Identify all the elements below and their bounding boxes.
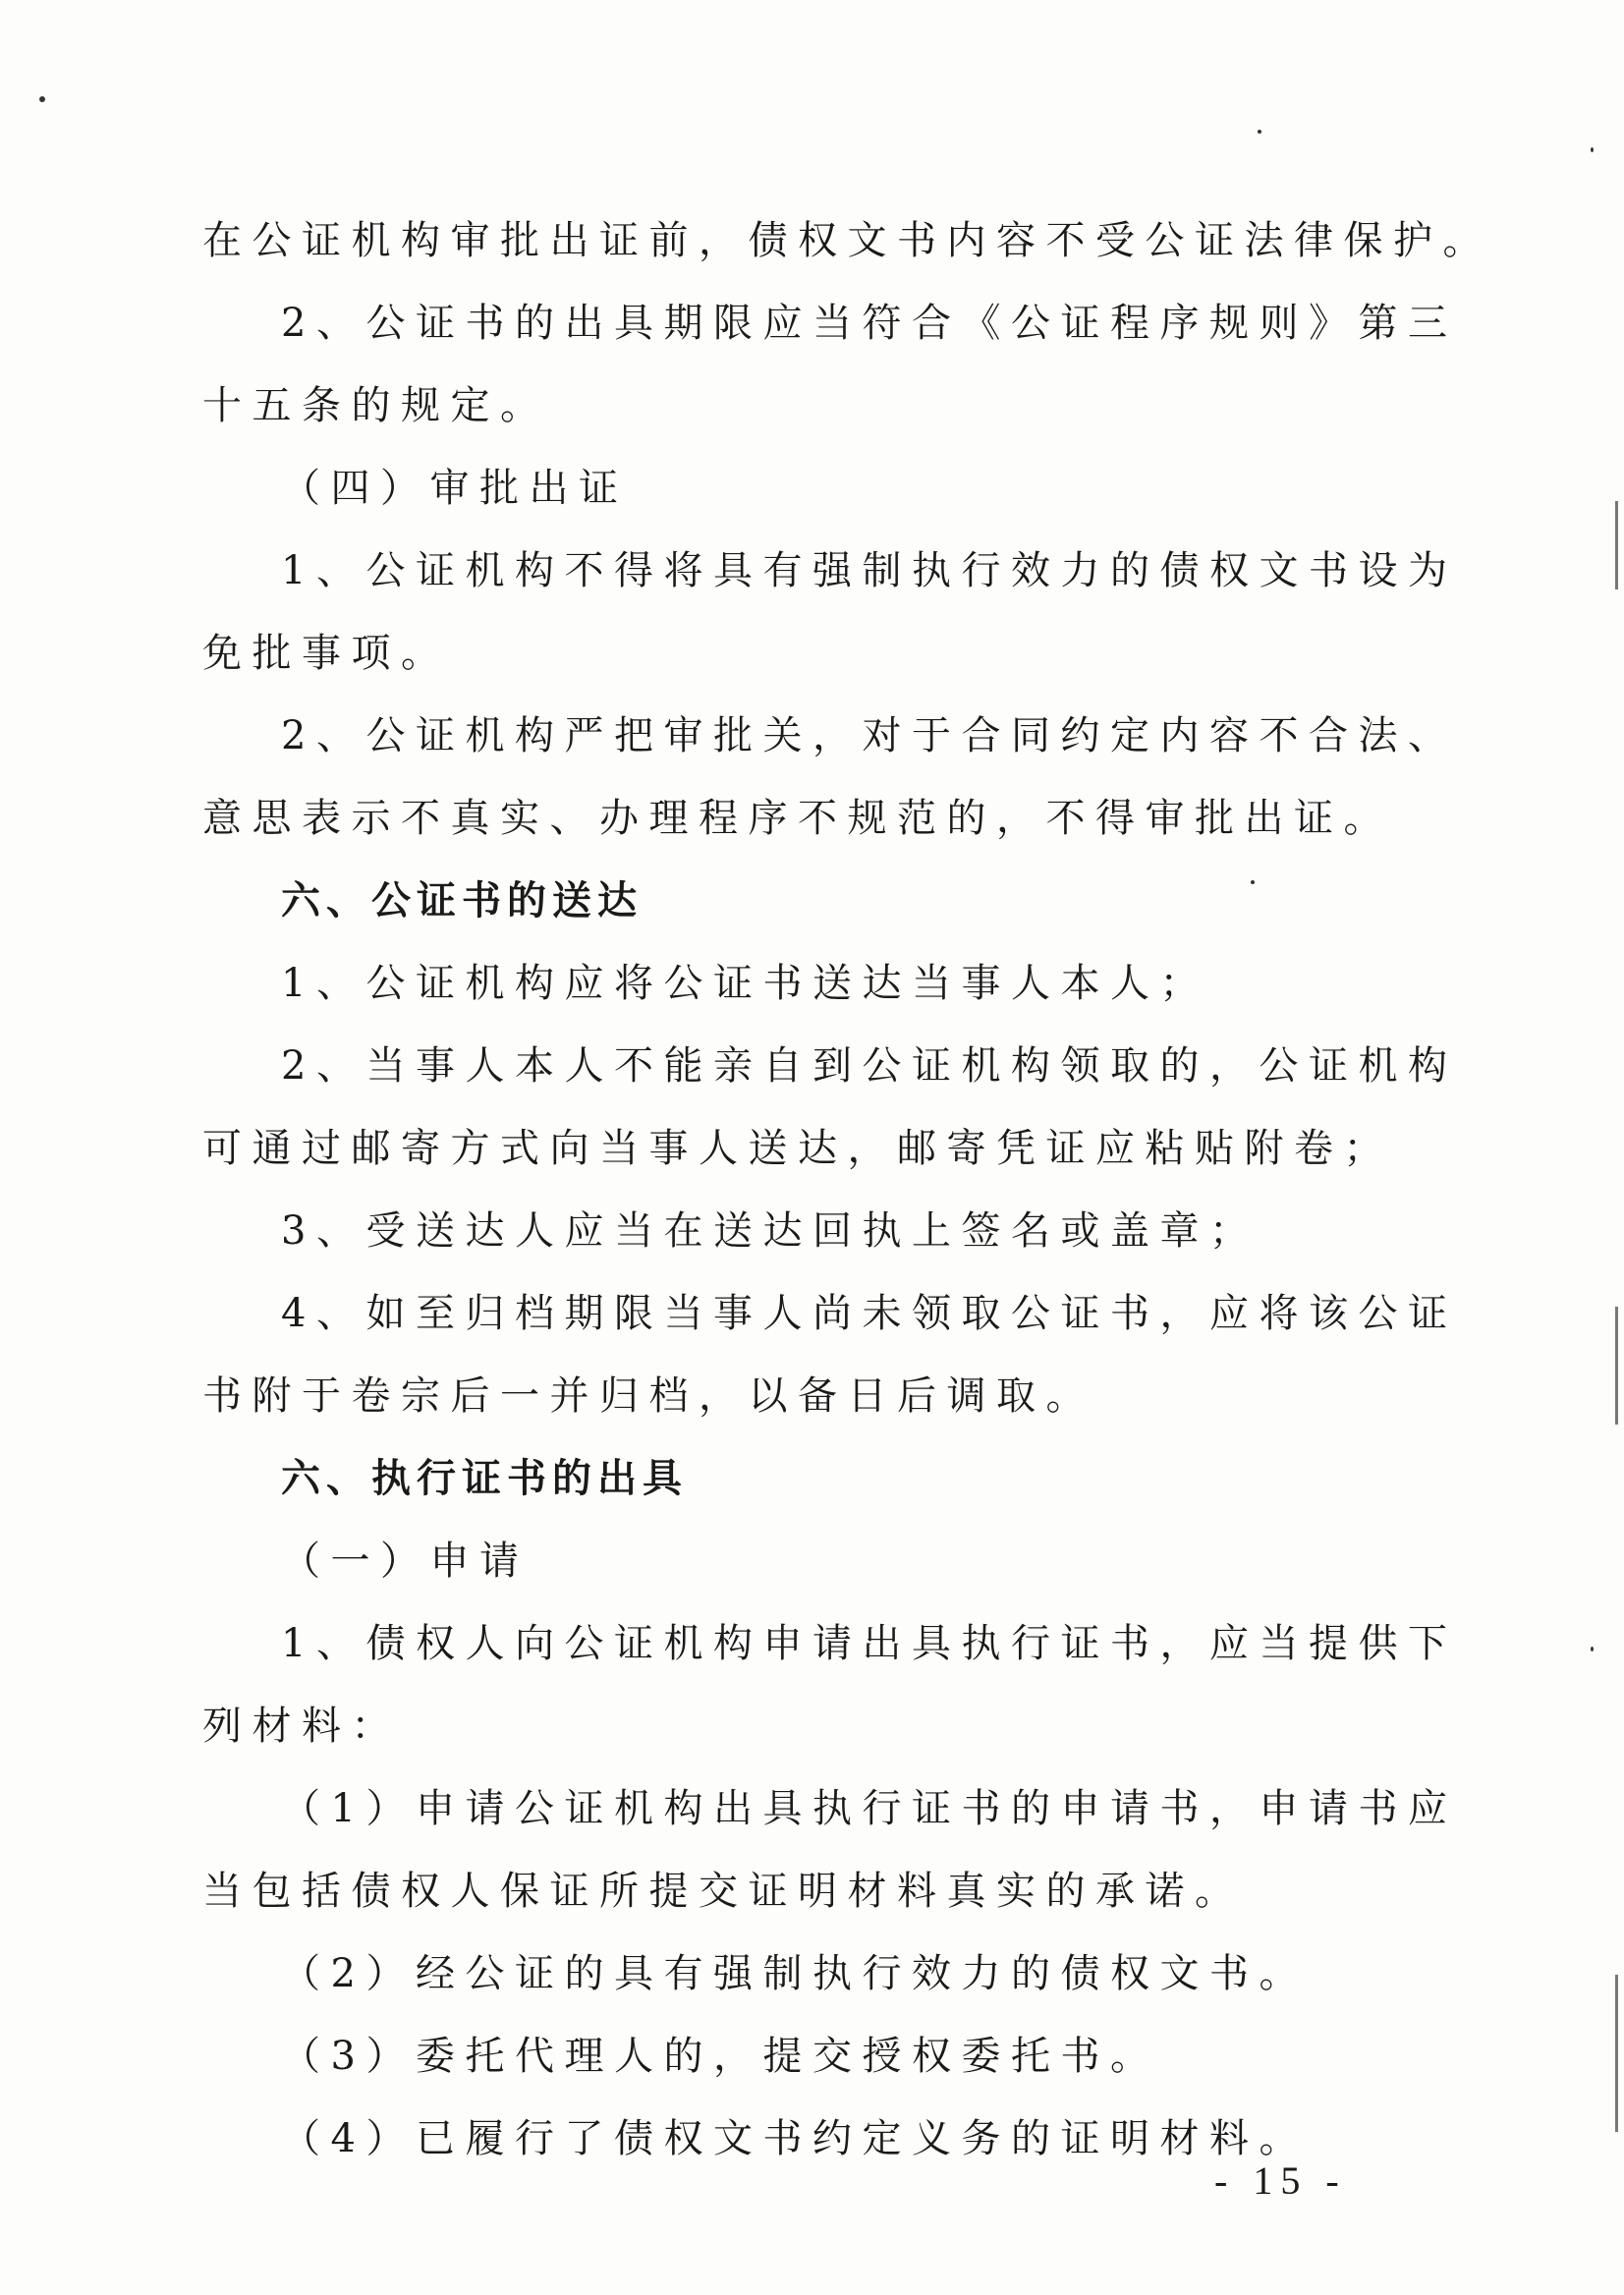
paragraph-line: 1、公证机构不得将具有强制执行效力的债权文书设为: [281, 548, 1458, 593]
paragraph-line: （3）委托代理人的，提交授权委托书。: [281, 2034, 1160, 2079]
paragraph-line: 3、受送达人应当在送达回执上签名或盖章；: [281, 1208, 1260, 1254]
scan-edge-mark: [1615, 1307, 1618, 1425]
paragraph-line: 意思表示不真实、办理程序不规范的，不得审批出证。: [202, 796, 1393, 841]
scan-edge-mark: [1615, 501, 1618, 589]
scan-speck: [1591, 147, 1594, 152]
paragraph-line: （2）经公证的具有强制执行效力的债权文书。: [281, 1951, 1309, 1996]
scan-speck: [39, 96, 45, 102]
paragraph-line: （4）已履行了债权文书约定义务的证明材料。: [281, 2116, 1309, 2161]
subsection-heading: （四）审批出证: [281, 466, 629, 511]
paragraph-line: 2、公证书的出具期限应当符合《公证程序规则》第三: [281, 301, 1458, 346]
paragraph-line: 1、债权人向公证机构申请出具执行证书，应当提供下: [281, 1621, 1458, 1666]
section-heading: 六、执行证书的出具: [281, 1456, 688, 1501]
scan-speck: [1258, 130, 1261, 134]
paragraph-line: 列材料：: [202, 1704, 401, 1749]
paragraph-line: 在公证机构审批出证前，债权文书内容不受公证法律保护。: [202, 218, 1492, 263]
subsection-heading: （一）申请: [281, 1539, 530, 1584]
scan-edge-mark: [1615, 1975, 1618, 2132]
paragraph-line: 1、公证机构应将公证书送达当事人本人；: [281, 961, 1209, 1006]
paragraph-line: （1）申请公证机构出具执行证书的申请书，申请书应: [281, 1786, 1458, 1831]
paragraph-line: 可通过邮寄方式向当事人送达，邮寄凭证应粘贴附卷；: [202, 1126, 1393, 1171]
paragraph-line: 4、如至归档期限当事人尚未领取公证书，应将该公证: [281, 1291, 1458, 1336]
paragraph-line: 书附于卷宗后一并归档，以备日后调取。: [202, 1373, 1095, 1419]
paragraph-line: 十五条的规定。: [202, 383, 550, 428]
scan-speck: [1591, 1647, 1594, 1651]
page-number: - 15 -: [1214, 2158, 1347, 2203]
document-body: [202, 206, 1492, 2187]
paragraph-line: 2、公证机构严把审批关，对于合同约定内容不合法、: [281, 713, 1458, 758]
paragraph-line: 2、当事人本人不能亲自到公证机构领取的，公证机构: [281, 1043, 1458, 1089]
paragraph-line: 免批事项。: [202, 631, 451, 676]
section-heading: 六、公证书的送达: [281, 878, 643, 924]
paragraph-line: 当包括债权人保证所提交证明材料真实的承诺。: [202, 1869, 1245, 1914]
